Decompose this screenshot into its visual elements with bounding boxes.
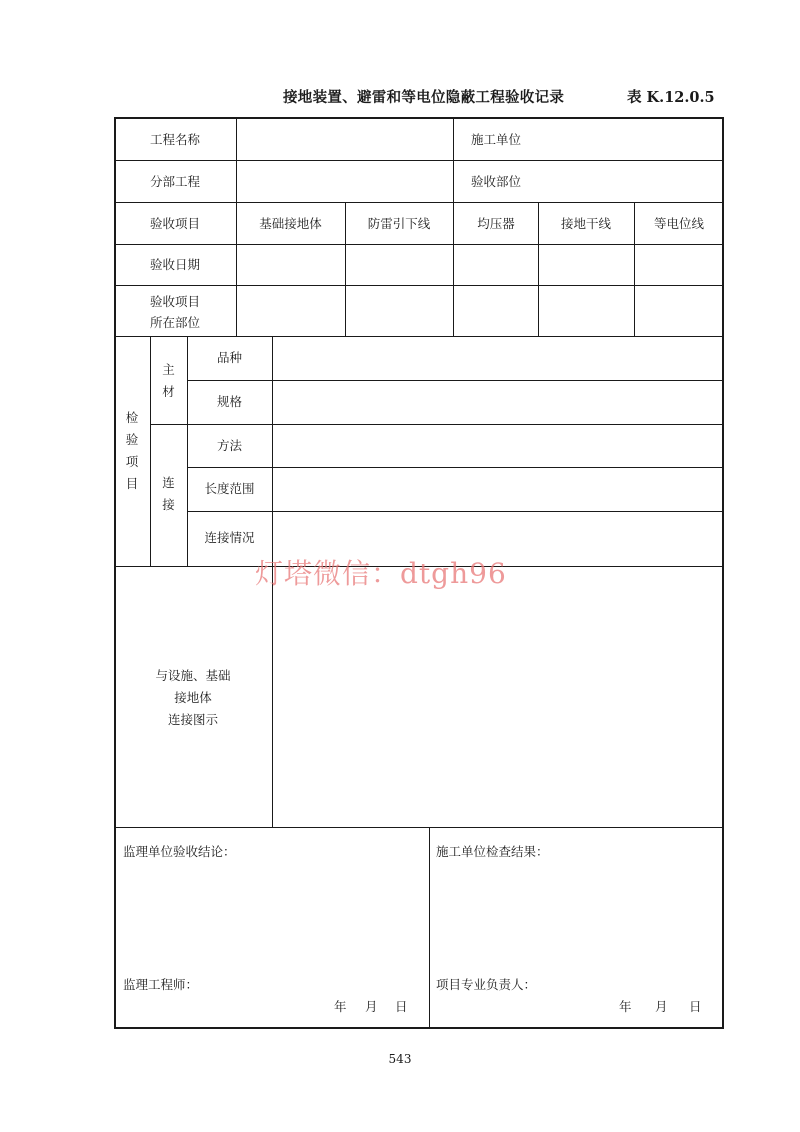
- item-ground-trunk: 接地干线: [560, 216, 611, 231]
- acceptance-part-label: 验收部位: [470, 174, 521, 189]
- supervision-date-year: 年: [334, 999, 347, 1014]
- construction-result-label: 施工单位检查结果：: [436, 844, 549, 859]
- h-line: [114, 827, 724, 828]
- h-line: [114, 285, 724, 286]
- h-line: [114, 336, 724, 337]
- h-line: [114, 160, 724, 161]
- acceptance-items-label: 验收项目: [149, 216, 200, 231]
- item-lightning-downlead: 防雷引下线: [367, 216, 431, 231]
- watermark: 灯塔微信：dtgh96: [255, 557, 507, 590]
- diagram-label: 与设施、基础 接地体 连接图示: [155, 668, 231, 727]
- supervision-engineer-label: 监理工程师：: [123, 977, 199, 992]
- table-number: 表 K.12.0.5: [627, 89, 715, 106]
- item-foundation-ground: 基础接地体: [259, 216, 322, 231]
- item-location-label: 验收项目 所在部位: [149, 294, 200, 330]
- construction-date-year: 年: [619, 999, 632, 1014]
- sub-project-label: 分部工程: [149, 174, 200, 189]
- page-number: 543: [388, 1052, 412, 1066]
- construction-date-day: 日: [689, 999, 702, 1014]
- project-lead-label: 项目专业负责人：: [436, 977, 537, 992]
- variety-label: 品种: [216, 350, 242, 365]
- item-equalizer: 均压器: [477, 216, 515, 231]
- specification-label: 规格: [216, 394, 242, 409]
- supervision-conclusion-label: 监理单位验收结论：: [123, 844, 236, 859]
- construction-date-month: 月: [655, 999, 668, 1014]
- item-equipotential: 等电位线: [653, 216, 704, 231]
- h-line: [187, 380, 724, 381]
- length-range-label: 长度范围: [204, 481, 255, 496]
- form-title: 接地装置、避雷和等电位隐蔽工程验收记录: [283, 89, 565, 106]
- h-line: [114, 244, 724, 245]
- connection-label: 连 接: [162, 475, 175, 512]
- h-line: [150, 424, 724, 425]
- h-line: [114, 202, 724, 203]
- supervision-date-month: 月: [365, 999, 378, 1014]
- construction-unit-label: 施工单位: [470, 132, 521, 147]
- inspection-items-label: 检 验 项 目: [125, 410, 139, 491]
- connection-status-label: 连接情况: [204, 530, 255, 545]
- main-material-label: 主 材: [162, 362, 175, 399]
- acceptance-date-label: 验收日期: [149, 257, 200, 272]
- project-name-label: 工程名称: [149, 132, 200, 147]
- h-line: [187, 511, 724, 512]
- method-label: 方法: [216, 438, 242, 453]
- supervision-date-day: 日: [395, 999, 408, 1014]
- h-line: [187, 467, 724, 468]
- v-line: [429, 827, 430, 1029]
